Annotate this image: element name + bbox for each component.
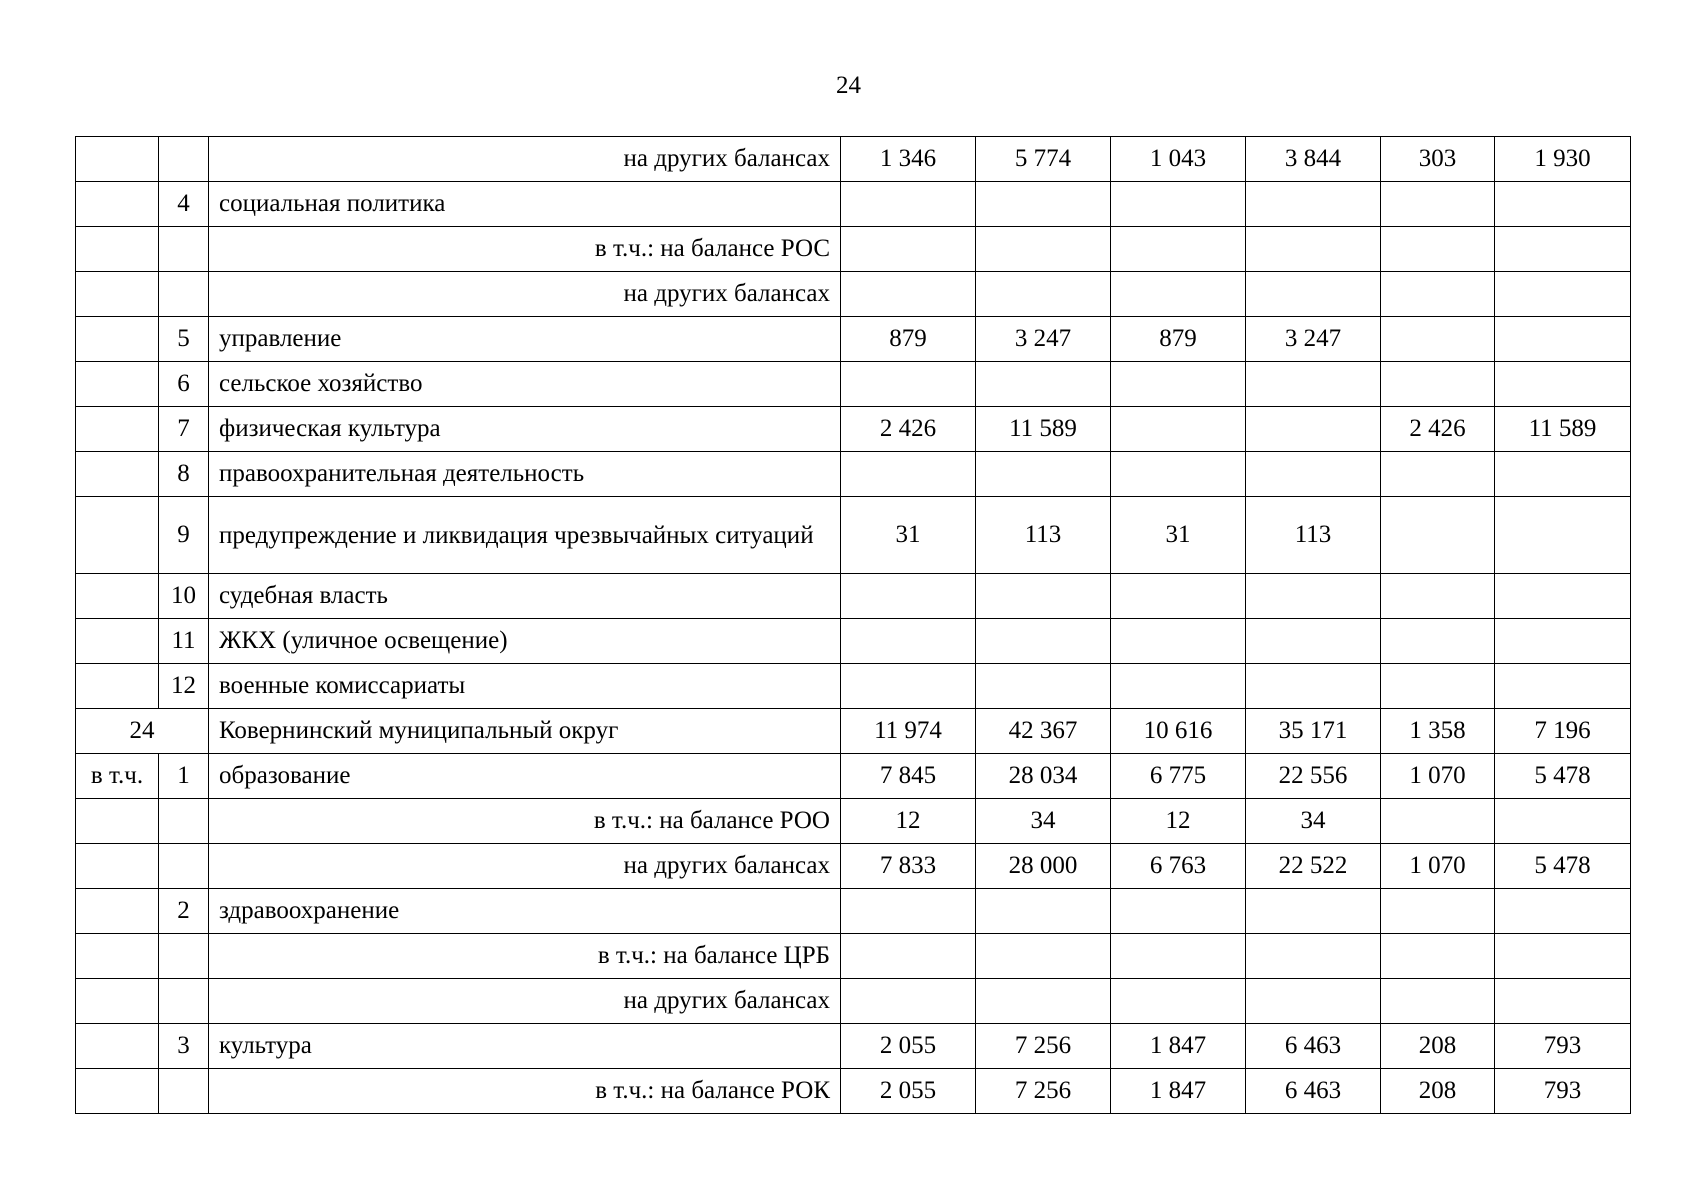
item-number-cell [159, 137, 209, 182]
value-cell: 5 478 [1495, 754, 1631, 799]
category-label-cell: Ковернинский муниципальный округ [209, 709, 841, 754]
category-label-cell: на других балансах [209, 844, 841, 889]
value-cell: 6 775 [1111, 754, 1246, 799]
value-cell: 6 763 [1111, 844, 1246, 889]
table-row [76, 1069, 1631, 1114]
category-label-cell: в т.ч.: на балансе РОС [209, 227, 841, 272]
value-cell: 28 000 [976, 844, 1111, 889]
item-number-cell: 12 [159, 664, 209, 709]
value-cell [1111, 272, 1246, 317]
value-cell: 1 930 [1495, 137, 1631, 182]
value-cell: 208 [1381, 1024, 1495, 1069]
table-row [76, 754, 1631, 799]
value-cell [1246, 934, 1381, 979]
category-label-cell: ЖКХ (уличное освещение) [209, 619, 841, 664]
value-cell: 7 256 [976, 1069, 1111, 1114]
value-cell: 2 426 [1381, 407, 1495, 452]
table-row [76, 317, 1631, 362]
item-number-cell: 9 [159, 497, 209, 574]
value-cell [1381, 574, 1495, 619]
value-cell [1111, 619, 1246, 664]
region-number-cell [76, 407, 159, 452]
value-cell [976, 182, 1111, 227]
value-cell: 2 055 [841, 1069, 976, 1114]
region-number-cell [76, 799, 159, 844]
value-cell: 10 616 [1111, 709, 1246, 754]
value-cell [976, 889, 1111, 934]
value-cell: 22 522 [1246, 844, 1381, 889]
value-cell [1246, 979, 1381, 1024]
region-number-cell [76, 979, 159, 1024]
value-cell [1381, 452, 1495, 497]
category-label-cell: физическая культура [209, 407, 841, 452]
item-number-cell [159, 979, 209, 1024]
value-cell: 35 171 [1246, 709, 1381, 754]
item-number-cell: 1 [159, 754, 209, 799]
item-number-cell: 2 [159, 889, 209, 934]
value-cell: 1 070 [1381, 844, 1495, 889]
category-label-cell: в т.ч.: на балансе РОК [209, 1069, 841, 1114]
value-cell [1495, 452, 1631, 497]
value-cell [1495, 664, 1631, 709]
value-cell: 28 034 [976, 754, 1111, 799]
category-label-cell: предупреждение и ликвидация чрезвычайных ситуаций [209, 497, 841, 574]
category-label-cell: военные комиссариаты [209, 664, 841, 709]
table-row [76, 227, 1631, 272]
value-cell: 793 [1495, 1024, 1631, 1069]
table-row [76, 272, 1631, 317]
value-cell: 5 774 [976, 137, 1111, 182]
region-number-cell [76, 317, 159, 362]
value-cell [1381, 362, 1495, 407]
value-cell [1381, 889, 1495, 934]
item-number-cell: 10 [159, 574, 209, 619]
table-row [76, 182, 1631, 227]
value-cell [1381, 182, 1495, 227]
table-row [76, 889, 1631, 934]
table-row [76, 979, 1631, 1024]
value-cell [1111, 407, 1246, 452]
value-cell: 12 [1111, 799, 1246, 844]
value-cell: 7 196 [1495, 709, 1631, 754]
region-number-cell [76, 574, 159, 619]
value-cell [976, 979, 1111, 1024]
value-cell [1246, 362, 1381, 407]
value-cell: 7 845 [841, 754, 976, 799]
region-number-cell [76, 844, 159, 889]
item-number-cell: 4 [159, 182, 209, 227]
value-cell [1495, 497, 1631, 574]
value-cell: 22 556 [1246, 754, 1381, 799]
category-label-cell: судебная власть [209, 574, 841, 619]
value-cell: 12 [841, 799, 976, 844]
value-cell [1246, 889, 1381, 934]
table-row [76, 619, 1631, 664]
value-cell [1495, 317, 1631, 362]
page-number: 24 [836, 72, 861, 99]
table-row [76, 407, 1631, 452]
item-number-cell: 7 [159, 407, 209, 452]
value-cell [1111, 979, 1246, 1024]
table-row [76, 452, 1631, 497]
region-number-cell [76, 227, 159, 272]
value-cell [1495, 182, 1631, 227]
value-cell [1381, 619, 1495, 664]
region-number-cell [76, 1024, 159, 1069]
value-cell: 11 589 [976, 407, 1111, 452]
value-cell [1246, 619, 1381, 664]
item-number-cell [159, 844, 209, 889]
value-cell [841, 272, 976, 317]
value-cell: 2 426 [841, 407, 976, 452]
value-cell [1111, 934, 1246, 979]
category-label-cell: правоохранительная деятельность [209, 452, 841, 497]
value-cell [1246, 452, 1381, 497]
table-row [76, 844, 1631, 889]
value-cell [1495, 574, 1631, 619]
value-cell: 1 358 [1381, 709, 1495, 754]
value-cell [1495, 979, 1631, 1024]
region-number-cell [76, 182, 159, 227]
value-cell [1381, 317, 1495, 362]
value-cell [841, 934, 976, 979]
value-cell [1381, 664, 1495, 709]
value-cell [1495, 362, 1631, 407]
value-cell [976, 664, 1111, 709]
value-cell [841, 452, 976, 497]
table-row [76, 934, 1631, 979]
category-label-cell: культура [209, 1024, 841, 1069]
item-number-cell [159, 799, 209, 844]
value-cell: 34 [976, 799, 1111, 844]
value-cell [1381, 934, 1495, 979]
value-cell [1495, 934, 1631, 979]
value-cell [1246, 574, 1381, 619]
value-cell [1246, 272, 1381, 317]
category-label-cell: социальная политика [209, 182, 841, 227]
value-cell [1246, 664, 1381, 709]
value-cell [976, 227, 1111, 272]
table-row [76, 497, 1631, 574]
value-cell: 1 346 [841, 137, 976, 182]
item-number-cell [159, 934, 209, 979]
item-number-cell: 6 [159, 362, 209, 407]
value-cell [976, 272, 1111, 317]
value-cell [1381, 272, 1495, 317]
value-cell: 6 463 [1246, 1069, 1381, 1114]
table-body [76, 137, 1631, 1114]
value-cell: 793 [1495, 1069, 1631, 1114]
value-cell [1111, 452, 1246, 497]
value-cell: 1 847 [1111, 1024, 1246, 1069]
value-cell [1111, 182, 1246, 227]
value-cell [1111, 664, 1246, 709]
region-number-cell [76, 1069, 159, 1114]
table-row [76, 574, 1631, 619]
region-number-cell [76, 889, 159, 934]
region-number-cell [76, 362, 159, 407]
region-number-cell [76, 497, 159, 574]
item-number-cell: 8 [159, 452, 209, 497]
value-cell [841, 574, 976, 619]
category-label-cell: управление [209, 317, 841, 362]
item-number-cell [159, 272, 209, 317]
value-cell: 42 367 [976, 709, 1111, 754]
value-cell: 1 070 [1381, 754, 1495, 799]
value-cell: 113 [1246, 497, 1381, 574]
item-number-cell: 5 [159, 317, 209, 362]
value-cell: 3 247 [976, 317, 1111, 362]
category-label-cell: на других балансах [209, 272, 841, 317]
item-number-cell: 11 [159, 619, 209, 664]
value-cell: 7 833 [841, 844, 976, 889]
category-label-cell: здравоохранение [209, 889, 841, 934]
value-cell: 879 [1111, 317, 1246, 362]
value-cell: 31 [841, 497, 976, 574]
value-cell [1495, 889, 1631, 934]
value-cell: 11 589 [1495, 407, 1631, 452]
value-cell [1495, 619, 1631, 664]
value-cell [976, 452, 1111, 497]
region-number-cell: 24 [76, 709, 209, 754]
value-cell [1111, 574, 1246, 619]
value-cell [841, 182, 976, 227]
value-cell [1111, 362, 1246, 407]
value-cell: 7 256 [976, 1024, 1111, 1069]
value-cell [841, 979, 976, 1024]
category-label-cell: на других балансах [209, 979, 841, 1024]
value-cell: 5 478 [1495, 844, 1631, 889]
value-cell [1381, 227, 1495, 272]
region-number-cell [76, 452, 159, 497]
value-cell [976, 934, 1111, 979]
category-label-cell: в т.ч.: на балансе ЦРБ [209, 934, 841, 979]
category-label-cell: в т.ч.: на балансе РОО [209, 799, 841, 844]
value-cell: 113 [976, 497, 1111, 574]
value-cell: 1 043 [1111, 137, 1246, 182]
table-row [76, 1024, 1631, 1069]
category-label-cell: образование [209, 754, 841, 799]
value-cell: 34 [1246, 799, 1381, 844]
table-row [76, 709, 1631, 754]
value-cell: 303 [1381, 137, 1495, 182]
table-row [76, 799, 1631, 844]
category-label-cell: сельское хозяйство [209, 362, 841, 407]
table-row [76, 362, 1631, 407]
data-table [75, 136, 1631, 1114]
value-cell [976, 362, 1111, 407]
table-row [76, 664, 1631, 709]
region-number-cell [76, 934, 159, 979]
value-cell [841, 362, 976, 407]
value-cell [841, 664, 976, 709]
table-row [76, 137, 1631, 182]
item-number-cell [159, 227, 209, 272]
value-cell [1246, 407, 1381, 452]
value-cell [1495, 799, 1631, 844]
value-cell [976, 619, 1111, 664]
value-cell [1495, 227, 1631, 272]
value-cell [1381, 497, 1495, 574]
region-number-cell [76, 137, 159, 182]
item-number-cell: 3 [159, 1024, 209, 1069]
value-cell [841, 227, 976, 272]
value-cell: 31 [1111, 497, 1246, 574]
region-number-cell: в т.ч. [76, 754, 159, 799]
value-cell: 3 844 [1246, 137, 1381, 182]
region-number-cell [76, 619, 159, 664]
value-cell [976, 574, 1111, 619]
value-cell [1111, 227, 1246, 272]
value-cell: 3 247 [1246, 317, 1381, 362]
value-cell [1246, 182, 1381, 227]
value-cell [841, 889, 976, 934]
value-cell [841, 619, 976, 664]
item-number-cell [159, 1069, 209, 1114]
value-cell [1381, 979, 1495, 1024]
value-cell [1111, 889, 1246, 934]
region-number-cell [76, 272, 159, 317]
value-cell: 1 847 [1111, 1069, 1246, 1114]
value-cell: 879 [841, 317, 976, 362]
value-cell: 208 [1381, 1069, 1495, 1114]
value-cell [1381, 799, 1495, 844]
value-cell: 11 974 [841, 709, 976, 754]
value-cell: 2 055 [841, 1024, 976, 1069]
value-cell: 6 463 [1246, 1024, 1381, 1069]
category-label-cell: на других балансах [209, 137, 841, 182]
region-number-cell [76, 664, 159, 709]
value-cell [1246, 227, 1381, 272]
value-cell [1495, 272, 1631, 317]
